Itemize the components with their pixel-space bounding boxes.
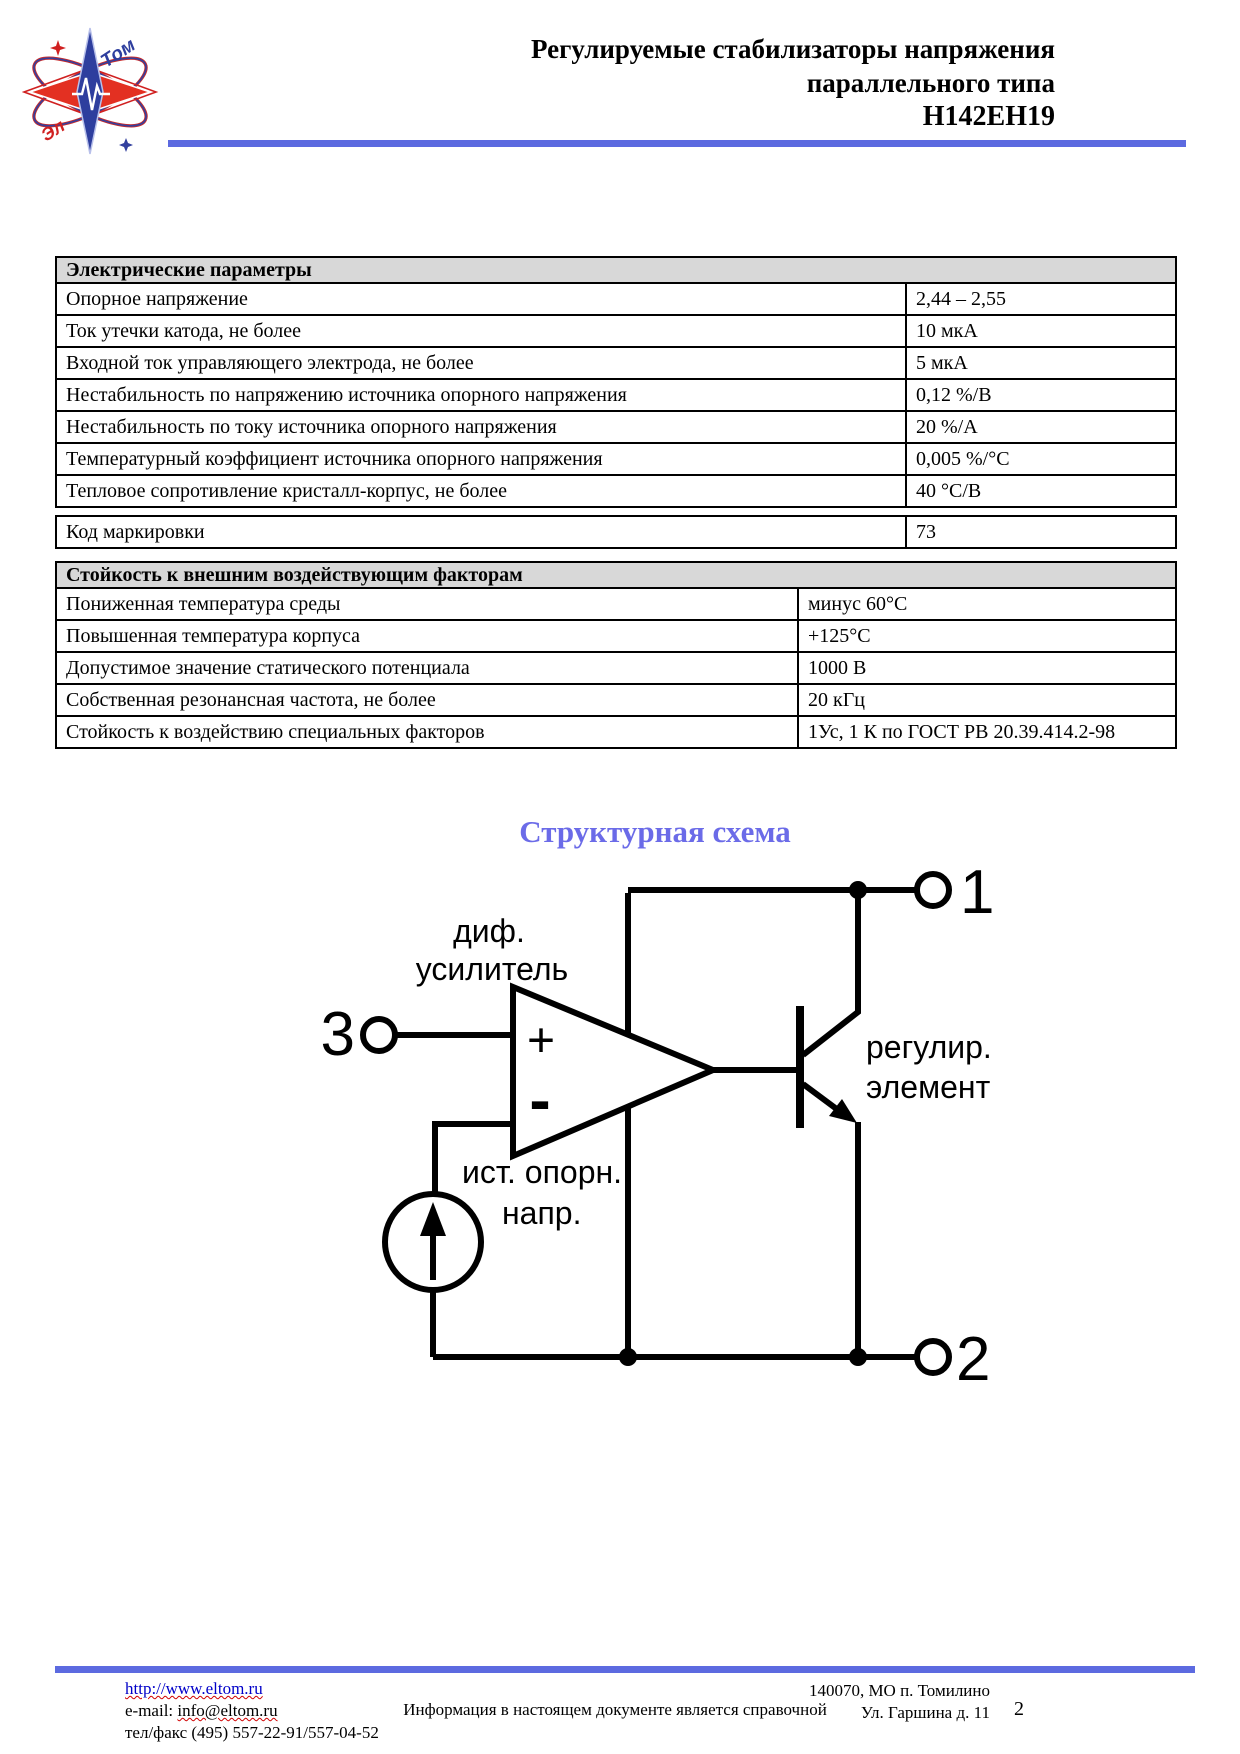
- table-row: [56, 347, 1176, 379]
- ref-source-label-line2: напр.: [502, 1195, 582, 1231]
- param-cell: Температурный коэффициент источника опорного напряжения: [56, 443, 906, 475]
- junction-dot: [619, 1348, 637, 1366]
- table-row: [56, 588, 1176, 620]
- table-row: [56, 315, 1176, 347]
- value-cell: 2,44 – 2,55: [906, 283, 1176, 315]
- regulator-label-line1: регулир.: [866, 1029, 992, 1065]
- table-header: Стойкость к внешним воздействующим факторам: [56, 562, 1176, 588]
- param-cell: Нестабильность по току источника опорного напряжения: [56, 411, 906, 443]
- value-cell: 20 %/А: [906, 411, 1176, 443]
- junction-dot: [849, 1348, 867, 1366]
- external-factors-table: [55, 561, 1177, 749]
- value-cell: 73: [906, 516, 1176, 548]
- param-cell: Собственная резонансная частота, не более: [56, 684, 798, 716]
- param-cell: Допустимое значение статического потенциала: [56, 652, 798, 684]
- electrical-parameters-section: [55, 256, 1177, 508]
- value-cell: 0,005 %/°С: [906, 443, 1176, 475]
- table-header: Электрические параметры: [56, 257, 1176, 283]
- plus-input-sign: +: [526, 1014, 556, 1068]
- pin3-label: 3: [320, 1000, 355, 1069]
- part-number: Н142ЕН19: [922, 101, 1055, 132]
- pin1-terminal: [917, 874, 949, 906]
- diagram-title: Структурная схема: [519, 814, 791, 849]
- table-row: [56, 620, 1176, 652]
- emitter-arrowhead: [829, 1099, 857, 1123]
- footer-contacts: [125, 1678, 379, 1744]
- title-line-1: Регулируемые стабилизаторы напряжения: [531, 34, 1055, 64]
- param-cell: Ток утечки катода, не более: [56, 315, 906, 347]
- website-link[interactable]: http://www.eltom.ru: [125, 1679, 263, 1698]
- table-row: [56, 652, 1176, 684]
- value-cell: 10 мкА: [906, 315, 1176, 347]
- minus-input-sign: -: [529, 1064, 551, 1136]
- marking-code-table: [55, 515, 1177, 549]
- pin2-terminal: [917, 1341, 949, 1373]
- document-title: [235, 32, 1055, 134]
- footer-note: Информация в настоящем документе является справочной: [403, 1700, 827, 1719]
- value-cell: 1000 В: [798, 652, 1176, 684]
- value-cell: +125°С: [798, 620, 1176, 652]
- value-cell: 0,12 %/В: [906, 379, 1176, 411]
- phone-fax: тел/факс (495) 557-22-91/557-04-52: [125, 1723, 379, 1742]
- emitter-wire: [803, 1084, 838, 1110]
- logo-text-el: Эл: [37, 115, 69, 146]
- electrical-parameters-table: [55, 256, 1177, 508]
- table-row: [56, 516, 1176, 548]
- diff-amp-label-line2: усилитель: [415, 951, 569, 987]
- external-factors-section: [55, 561, 1177, 749]
- param-cell: Стойкость к воздействию специальных факторов: [56, 716, 798, 748]
- diff-amp-label-line1: диф.: [453, 913, 525, 949]
- table-row: [56, 379, 1176, 411]
- pin1-label: 1: [960, 858, 995, 927]
- collector-wire: [803, 890, 858, 1055]
- title-line-2: параллельного типа: [806, 68, 1055, 98]
- table-header-row: [56, 562, 1176, 588]
- param-cell: Опорное напряжение: [56, 283, 906, 315]
- page-number: 2: [1014, 1698, 1024, 1720]
- logo-sparkle: [119, 138, 133, 152]
- footer-address: [770, 1680, 990, 1724]
- address-line-2: Ул. Гаршина д. 11: [860, 1703, 990, 1722]
- table-row: [56, 475, 1176, 507]
- pin2-label: 2: [956, 1325, 991, 1394]
- company-logo: [22, 26, 162, 158]
- header-rule: [168, 140, 1186, 147]
- address-line-1: 140070, МО п. Томилино: [808, 1681, 990, 1700]
- logo-sparkle: [50, 40, 66, 56]
- marking-code-section: [55, 515, 1177, 549]
- structural-diagram: [0, 850, 1240, 1410]
- table-row: [56, 283, 1176, 315]
- ref-source-label-line1: ист. опорн.: [462, 1154, 623, 1190]
- email-link[interactable]: info@eltom.ru: [177, 1701, 278, 1720]
- param-cell: Тепловое сопротивление кристалл-корпус, не более: [56, 475, 906, 507]
- value-cell: минус 60°С: [798, 588, 1176, 620]
- table-header-row: [56, 257, 1176, 283]
- table-row: [56, 443, 1176, 475]
- param-cell: Нестабильность по напряжению источника опорного напряжения: [56, 379, 906, 411]
- junction-dot: [849, 881, 867, 899]
- table-row: [56, 684, 1176, 716]
- param-cell: Повышенная температура корпуса: [56, 620, 798, 652]
- value-cell: 5 мкА: [906, 347, 1176, 379]
- table-row: [56, 411, 1176, 443]
- param-cell: Пониженная температура среды: [56, 588, 798, 620]
- value-cell: 20 кГц: [798, 684, 1176, 716]
- table-row: [56, 716, 1176, 748]
- email-label: e-mail:: [125, 1701, 174, 1720]
- param-cell: Код маркировки: [56, 516, 906, 548]
- param-cell: Входной ток управляющего электрода, не более: [56, 347, 906, 379]
- logo-text-tom: Том: [97, 34, 140, 73]
- footer-rule: [55, 1666, 1195, 1673]
- value-cell: 40 °С/В: [906, 475, 1176, 507]
- pin3-terminal: [363, 1019, 395, 1051]
- regulator-label-line2: элемент: [866, 1069, 991, 1105]
- value-cell: 1Ус, 1 К по ГОСТ РВ 20.39.414.2-98: [798, 716, 1176, 748]
